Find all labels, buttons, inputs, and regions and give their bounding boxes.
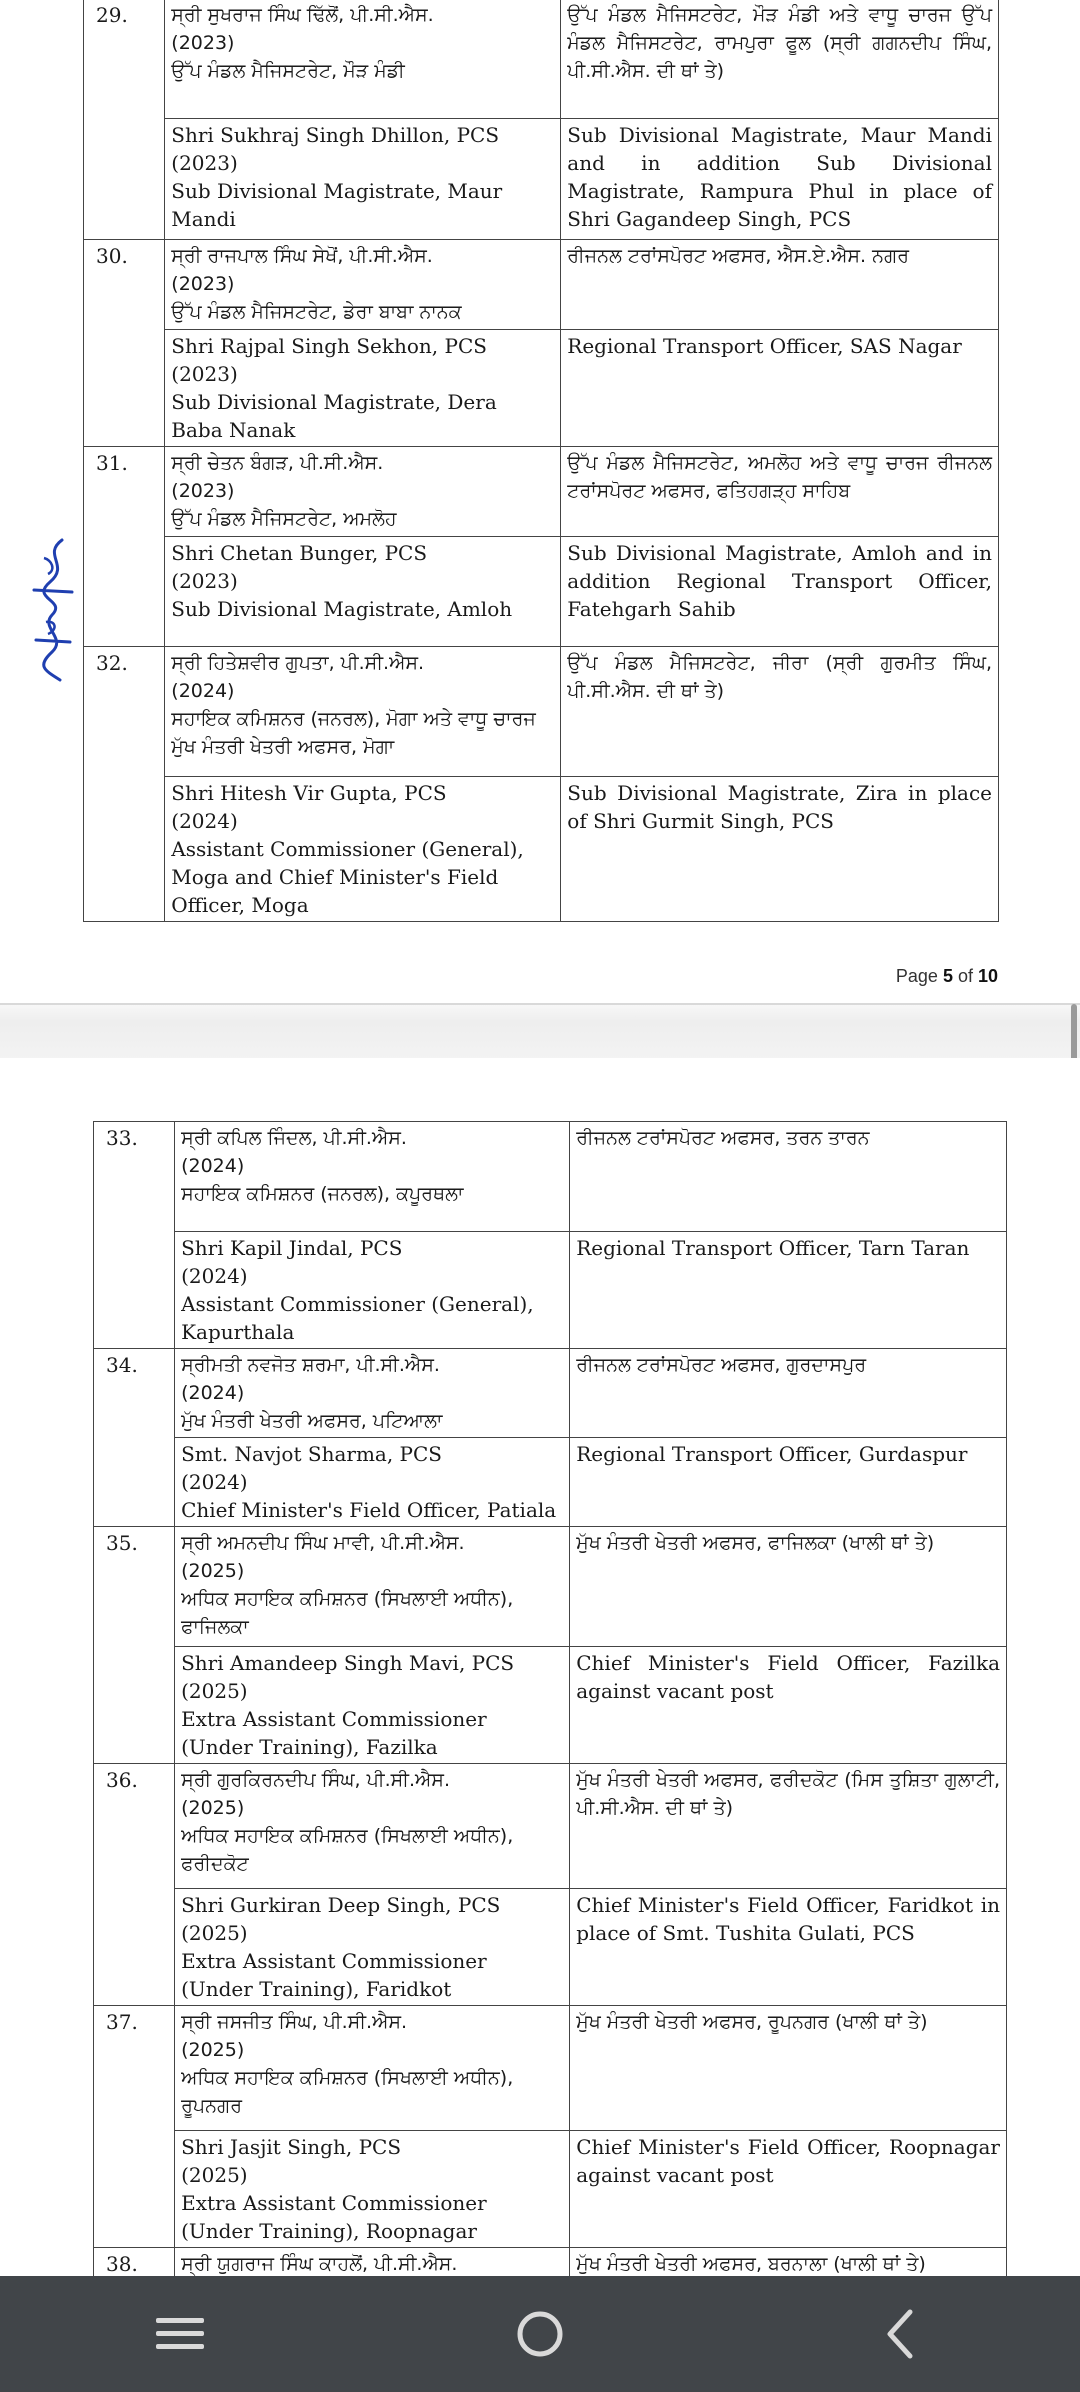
new-post-punjabi <box>570 1122 1007 1232</box>
current-post-punjabi <box>165 647 561 777</box>
new-post-english <box>570 1438 1007 1527</box>
current-post-punjabi <box>175 1527 570 1647</box>
signature-icon <box>22 530 82 700</box>
cell-text: ਉੱਪ ਮੰਡਲ ਮੈਜਿਸਟਰੇਟ, ਮੌੜ ਮੰਡੀ ਅਤੇ ਵਾਧੂ ਚਾਰਜ ਉੱਪ ਮੰਡਲ ਮੈਜਿਸਟਰੇਟ, ਰਾਮਪੁਰਾ ਫੂਲ (ਸ੍ਰੀ ਗਗਨਦੀਪ ਸਿੰਘ, ਪੀ.ਸੀ.ਐਸ. ਦੀ ਥਾਂ ਤੇ) <box>567 4 992 82</box>
new-post-punjabi <box>570 1764 1007 1889</box>
cell-text: Sub Divisional Magistrate, Maur Mandi and in addition Sub Divisional Magistrate, Rampura Phul in place of Shri Gagandeep Singh, PCS <box>567 123 992 231</box>
cell-line: (2023) <box>171 273 235 295</box>
cell-text: Sub Divisional Magistrate, Amloh and in addition Regional Transport Officer, Fatehgarh Sahib <box>567 541 992 621</box>
cell-line: (2024) <box>171 680 235 702</box>
cell-line: ਮੁੱਖ ਮੰਤਰੀ ਖੇਤਰੀ ਅਫਸਰ, ਪਟਿਆਲਾ <box>181 1410 443 1432</box>
table-row <box>84 447 999 537</box>
table-row <box>94 2131 1007 2248</box>
table-row <box>84 777 999 922</box>
cell-line: (2024) <box>181 1382 245 1404</box>
table-row <box>94 1889 1007 2006</box>
cell-text: 29. <box>96 3 128 27</box>
cell-line: (2024) <box>171 809 238 833</box>
new-post-english <box>570 1647 1007 1764</box>
new-post-english <box>570 1889 1007 2006</box>
serial-number <box>84 647 165 922</box>
table-row <box>94 1527 1007 1647</box>
cell-line: Shri Chetan Bunger, PCS <box>171 541 428 565</box>
cell-text: 30. <box>96 244 128 268</box>
current-post-english <box>165 330 561 447</box>
page-separator <box>0 1003 1080 1060</box>
current-post-english <box>165 777 561 922</box>
cell-text: ਮੁੱਖ ਮੰਤਰੀ ਖੇਤਰੀ ਅਫਸਰ, ਫਾਜਿਲਕਾ (ਖਾਲੀ ਥਾਂ ਤੇ) <box>576 1532 935 1554</box>
cell-line: ਅਧਿਕ ਸਹਾਇਕ ਕਮਿਸ਼ਨਰ (ਸਿਖਲਾਈ ਅਧੀਨ), ਰੂਪਨਗਰ <box>181 2067 514 2117</box>
table-row <box>94 2006 1007 2131</box>
cell-line: ਸ੍ਰੀ ਗੁਰਕਿਰਨਦੀਪ ਸਿੰਘ, ਪੀ.ਸੀ.ਐਸ. <box>181 1769 451 1791</box>
table-row <box>84 240 999 330</box>
cell-line: ਅਧਿਕ ਸਹਾਇਕ ਕਮਿਸ਼ਨਰ (ਸਿਖਲਾਈ ਅਧੀਨ), ਫਾਜਿਲਕਾ <box>181 1588 514 1638</box>
serial-number <box>94 1349 175 1527</box>
cell-line: ਅਧਿਕ ਸਹਾਇਕ ਕਮਿਸ਼ਨਰ (ਸਿਖਲਾਈ ਅਧੀਨ), ਫਰੀਦਕੋਟ <box>181 1825 514 1875</box>
system-navigation-bar <box>0 2276 1080 2392</box>
cell-text: Regional Transport Officer, SAS Nagar <box>567 334 962 358</box>
table-row <box>94 1122 1007 1232</box>
cell-text: 36. <box>106 1768 138 1792</box>
cell-line: Shri Gurkiran Deep Singh, PCS <box>181 1893 501 1917</box>
transfer-table-page-5 <box>83 0 999 922</box>
recent-apps-icon <box>152 2312 208 2356</box>
current-post-punjabi <box>165 0 561 119</box>
table-row <box>94 1349 1007 1438</box>
cell-line: ਉੱਪ ਮੰਡਲ ਮੈਜਿਸਟਰੇਟ, ਮੌੜ ਮੰਡੀ <box>171 60 405 82</box>
cell-line: Sub Divisional Magistrate, Dera Baba Nanak <box>171 390 497 442</box>
current-post-punjabi <box>165 240 561 330</box>
cell-line: ਸਹਾਇਕ ਕਮਿਸ਼ਨਰ (ਜਨਰਲ), ਮੋਗਾ ਅਤੇ ਵਾਧੂ ਚਾਰਜ ਮੁੱਖ ਮੰਤਰੀ ਖੇਤਰੀ ਅਫਸਰ, ਮੋਗਾ <box>171 708 536 758</box>
new-post-punjabi <box>570 2006 1007 2131</box>
cell-text: ਰੀਜਨਲ ਟਰਾਂਸਪੋਰਟ ਅਫਸਰ, ਗੁਰਦਾਸਪੁਰ <box>576 1354 867 1376</box>
current-post-english <box>165 537 561 647</box>
cell-line: Extra Assistant Commissioner (Under Training), Roopnagar <box>181 2191 487 2243</box>
current-post-punjabi <box>175 1122 570 1232</box>
cell-text: ਸ੍ਰੀ ਯੁਗਰਾਜ ਸਿੰਘ ਕਾਹਲੋਂ, ਪੀ.ਸੀ.ਐਸ. <box>181 2253 458 2275</box>
cell-text: ਰੀਜਨਲ ਟਰਾਂਸਪੋਰਟ ਅਫਸਰ, ਤਰਨ ਤਾਰਨ <box>576 1127 870 1149</box>
cell-text: 34. <box>106 1353 138 1377</box>
cell-line: (2025) <box>181 1797 245 1819</box>
cell-line: ਸ੍ਰੀ ਕਪਿਲ ਜਿੰਦਲ, ਪੀ.ਸੀ.ਐਸ. <box>181 1127 407 1149</box>
recent-apps-button[interactable] <box>120 2294 240 2374</box>
cell-line: (2023) <box>171 151 238 175</box>
serial-number <box>84 0 165 240</box>
new-post-punjabi <box>570 1349 1007 1438</box>
serial-number <box>94 1122 175 1349</box>
cell-line: ਸ੍ਰੀ ਰਾਜਪਾਲ ਸਿੰਘ ਸੇਖੋਂ, ਪੀ.ਸੀ.ਐਸ. <box>171 245 433 267</box>
cell-line: (2024) <box>181 1155 245 1177</box>
table-row <box>84 647 999 777</box>
cell-line: Shri Amandeep Singh Mavi, PCS <box>181 1651 515 1675</box>
current-post-english <box>165 119 561 240</box>
current-post-english <box>175 2131 570 2248</box>
cell-line: Shri Jasjit Singh, PCS <box>181 2135 402 2159</box>
table-row <box>94 1232 1007 1349</box>
cell-line: Shri Sukhraj Singh Dhillon, PCS <box>171 123 500 147</box>
cell-line: Shri Rajpal Singh Sekhon, PCS <box>171 334 487 358</box>
current-post-english <box>175 1647 570 1764</box>
current-post-english <box>175 1889 570 2006</box>
cell-text: 32. <box>96 651 128 675</box>
cell-line: ਸ੍ਰੀ ਅਮਨਦੀਪ ਸਿੰਘ ਮਾਵੀ, ਪੀ.ਸੀ.ਐਸ. <box>181 1532 465 1554</box>
cell-line: Smt. Navjot Sharma, PCS <box>181 1442 443 1466</box>
cell-line: ਸ੍ਰੀ ਸੁਖਰਾਜ ਸਿੰਘ ਢਿੱਲੋਂ, ਪੀ.ਸੀ.ਐਸ. <box>171 4 434 26</box>
current-post-punjabi <box>175 1764 570 1889</box>
new-post-punjabi <box>561 447 999 537</box>
serial-number <box>94 1764 175 2006</box>
cell-line: (2025) <box>181 1560 245 1582</box>
new-post-punjabi <box>561 240 999 330</box>
serial-number <box>84 447 165 647</box>
cell-line: (2023) <box>171 362 238 386</box>
new-post-english <box>561 330 999 447</box>
cell-line: ਸ੍ਰੀ ਹਿਤੇਸ਼ਵੀਰ ਗੁਪਤਾ, ਪੀ.ਸੀ.ਐਸ. <box>171 652 425 674</box>
new-post-english <box>561 119 999 240</box>
new-post-punjabi <box>570 1527 1007 1647</box>
cell-text: ਮੁੱਖ ਮੰਤਰੀ ਖੇਤਰੀ ਅਫਸਰ, ਰੂਪਨਗਰ (ਖਾਲੀ ਥਾਂ ਤੇ) <box>576 2011 928 2033</box>
cell-line: (2023) <box>171 480 235 502</box>
cell-text: 31. <box>96 451 128 475</box>
cell-line: Shri Hitesh Vir Gupta, PCS <box>171 781 447 805</box>
document-page-6 <box>0 1058 1080 2276</box>
table-row <box>94 1647 1007 1764</box>
transfer-table-page-6 <box>93 1121 1007 2281</box>
home-button[interactable] <box>480 2294 600 2374</box>
home-icon <box>512 2306 568 2362</box>
current-post-punjabi <box>175 1349 570 1438</box>
serial-number <box>94 1527 175 1764</box>
new-post-punjabi <box>561 0 999 119</box>
cell-line: (2025) <box>181 1921 248 1945</box>
cell-line: ਸ੍ਰੀਮਤੀ ਨਵਜੋਤ ਸ਼ਰਮਾ, ਪੀ.ਸੀ.ਐਸ. <box>181 1354 440 1376</box>
cell-line: Assistant Commissioner (General), Kapurthala <box>181 1292 534 1344</box>
current-post-punjabi <box>165 447 561 537</box>
cell-line: Shri Kapil Jindal, PCS <box>181 1236 403 1260</box>
document-page-5 <box>0 0 1080 1003</box>
serial-number <box>84 240 165 447</box>
serial-number <box>94 2006 175 2248</box>
cell-line: ਸ੍ਰੀ ਜਸਜੀਤ ਸਿੰਘ, ਪੀ.ਸੀ.ਐਸ. <box>181 2011 408 2033</box>
cell-line: Extra Assistant Commissioner (Under Training), Fazilka <box>181 1707 487 1759</box>
table-row <box>84 119 999 240</box>
cell-line: Sub Divisional Magistrate, Maur Mandi <box>171 179 503 231</box>
back-button[interactable] <box>840 2294 960 2374</box>
cell-text: 33. <box>106 1126 138 1150</box>
cell-line: Assistant Commissioner (General), Moga and Chief Minister's Field Officer, Moga <box>171 837 524 917</box>
cell-text: ਉੱਪ ਮੰਡਲ ਮੈਜਿਸਟਰੇਟ, ਜੀਰਾ (ਸ੍ਰੀ ਗੁਰਮੀਤ ਸਿੰਘ, ਪੀ.ਸੀ.ਐਸ. ਦੀ ਥਾਂ ਤੇ) <box>567 652 992 702</box>
cell-line: Sub Divisional Magistrate, Amloh <box>171 597 513 621</box>
cell-text: 38. <box>106 2252 138 2276</box>
cell-text: Regional Transport Officer, Tarn Taran <box>576 1236 970 1260</box>
table-row <box>84 0 999 119</box>
cell-line: (2025) <box>181 2163 248 2187</box>
back-icon <box>878 2306 922 2362</box>
cell-line: ਉੱਪ ਮੰਡਲ ਮੈਜਿਸਟਰੇਟ, ਅਮਲੋਹ <box>171 508 397 530</box>
current-post-punjabi <box>175 2006 570 2131</box>
page-number: Page 5 of 10 <box>895 966 998 986</box>
cell-line: Extra Assistant Commissioner (Under Training), Faridkot <box>181 1949 487 2001</box>
cell-line: ਉੱਪ ਮੰਡਲ ਮੈਜਿਸਟਰੇਟ, ਡੇਰਾ ਬਾਬਾ ਨਾਨਕ <box>171 301 462 323</box>
new-post-english <box>570 1232 1007 1349</box>
cell-line: (2025) <box>181 1679 248 1703</box>
table-row <box>84 330 999 447</box>
cell-text: ਉੱਪ ਮੰਡਲ ਮੈਜਿਸਟਰੇਟ, ਅਮਲੋਹ ਅਤੇ ਵਾਧੂ ਚਾਰਜ ਰੀਜਨਲ ਟਰਾਂਸਪੋਰਟ ਅਫਸਰ, ਫਤਿਹਗੜ੍ਹ ਸਾਹਿਬ <box>567 452 992 502</box>
cell-line: (2023) <box>171 569 238 593</box>
current-post-english <box>175 1438 570 1527</box>
cell-text: Chief Minister's Field Officer, Fazilka against vacant post <box>576 1651 1000 1703</box>
cell-text: ਮੁੱਖ ਮੰਤਰੀ ਖੇਤਰੀ ਅਫਸਰ, ਬਰਨਾਲਾ (ਖਾਲੀ ਥਾਂ ਤੇ) <box>576 2253 926 2275</box>
cell-text: Regional Transport Officer, Gurdaspur <box>576 1442 968 1466</box>
cell-line: ਸ੍ਰੀ ਚੇਤਨ ਬੰਗੜ, ਪੀ.ਸੀ.ਐਸ. <box>171 452 384 474</box>
new-post-punjabi <box>561 647 999 777</box>
cell-text: Sub Divisional Magistrate, Zira in place of Shri Gurmit Singh, PCS <box>567 781 992 833</box>
cell-text: Chief Minister's Field Officer, Faridkot in place of Smt. Tushita Gulati, PCS <box>576 1893 1000 1945</box>
new-post-english <box>570 2131 1007 2248</box>
table-row <box>94 1764 1007 1889</box>
cell-line: (2024) <box>181 1264 248 1288</box>
new-post-english <box>561 777 999 922</box>
table-row <box>94 1438 1007 1527</box>
cell-text: ਰੀਜਨਲ ਟਰਾਂਸਪੋਰਟ ਅਫਸਰ, ਐਸ.ਏ.ਐਸ. ਨਗਰ <box>567 245 909 267</box>
cell-text: 37. <box>106 2010 138 2034</box>
cell-text: ਮੁੱਖ ਮੰਤਰੀ ਖੇਤਰੀ ਅਫਸਰ, ਫਰੀਦਕੋਟ (ਮਿਸ ਤੁਸ਼ਿਤਾ ਗੁਲਾਟੀ, ਪੀ.ਸੀ.ਐਸ. ਦੀ ਥਾਂ ਤੇ) <box>576 1769 1000 1819</box>
cell-text: Chief Minister's Field Officer, Roopnagar against vacant post <box>576 2135 1000 2187</box>
new-post-english <box>561 537 999 647</box>
cell-line: (2023) <box>171 32 235 54</box>
current-post-english <box>175 1232 570 1349</box>
table-row <box>84 537 999 647</box>
cell-line: Chief Minister's Field Officer, Patiala <box>181 1498 557 1522</box>
cell-text: 35. <box>106 1531 138 1555</box>
cell-line: ਸਹਾਇਕ ਕਮਿਸ਼ਨਰ (ਜਨਰਲ), ਕਪੂਰਥਲਾ <box>181 1183 464 1205</box>
cell-line: (2024) <box>181 1470 248 1494</box>
cell-line: (2025) <box>181 2039 245 2061</box>
